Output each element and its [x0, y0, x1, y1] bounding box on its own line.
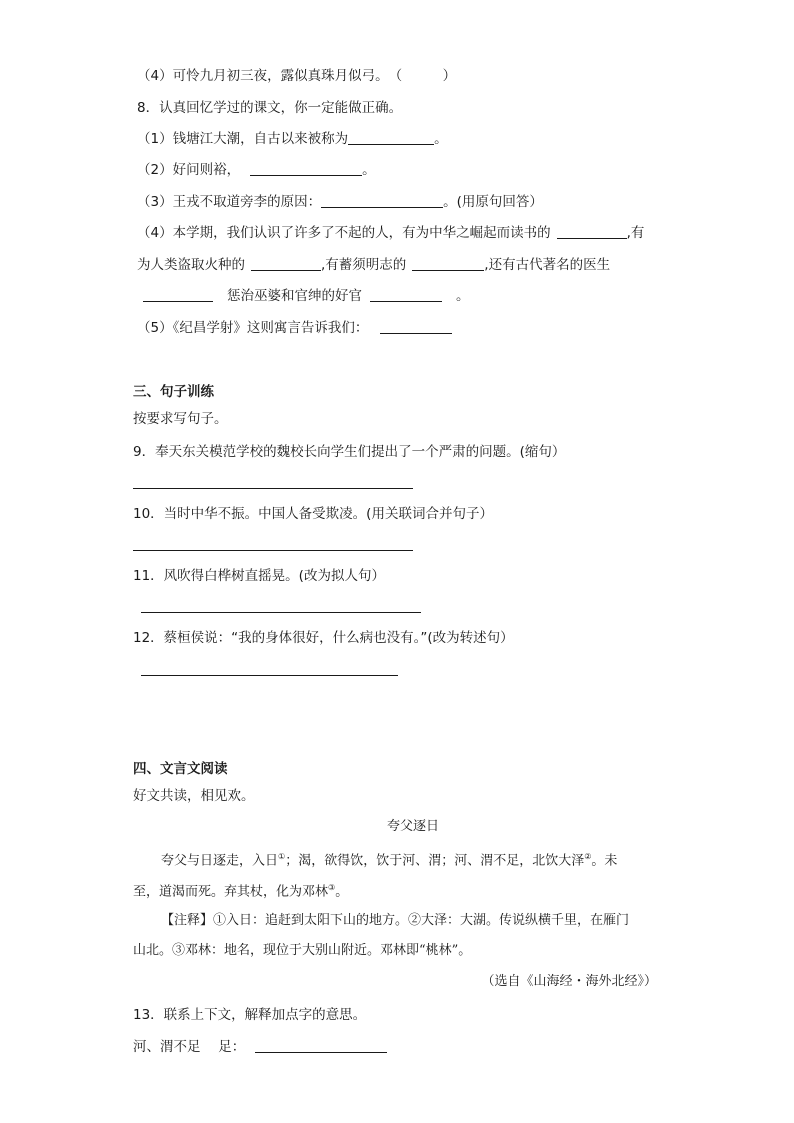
q8-item-2 [137, 161, 376, 179]
q12-prompt: 12．蔡桓侯说：“我的身体很好，什么病也没有。”(改为转述句） [133, 630, 514, 646]
answer-blank[interactable] [348, 130, 434, 145]
q8-item-4-text-d: ,有蓄须明志的 [321, 257, 407, 273]
answer-blank[interactable] [557, 224, 627, 239]
q13-prompt: 13．联系上下文，解释加点字的意思。 [133, 1007, 367, 1023]
q8-item-4-text-g: 。 [456, 288, 470, 304]
q8-item-4-text-a: （4）本学期，我们认识了许多了不起的人，有为中华之崛起而读书的 [137, 225, 551, 241]
q8-item-1 [137, 130, 448, 148]
q8-item-1-text: （1）钱塘江大潮，自古以来被称为 [137, 131, 349, 147]
q9-answer-line[interactable] [133, 488, 413, 489]
q8-title: 8．认真回忆学过的课文，你一定能做正确。 [137, 100, 403, 116]
q8-item-1-end: 。 [434, 131, 448, 147]
section-3-heading: 三、句子训练 [133, 384, 214, 400]
note-marker-3: ③ [328, 883, 336, 892]
section-4-heading: 四、文言文阅读 [133, 761, 228, 777]
answer-blank[interactable] [380, 319, 452, 334]
passage-text-1c: 。未 [591, 853, 618, 869]
answer-blank[interactable] [250, 161, 362, 176]
q8-item-4-line1 [137, 224, 644, 242]
q10-answer-line[interactable] [133, 550, 413, 551]
answer-blank[interactable] [321, 193, 443, 208]
q8-item-4-text-b: ,有 [626, 225, 645, 241]
passage-title: 夸父逐日 [386, 819, 439, 834]
note-line-1: 【注释】①入日：追赶到太阳下山的地方。②大泽：大湖。传说纵横千里，在雁门 [161, 913, 630, 928]
q8-item-3 [137, 193, 543, 211]
passage-text-1a: 夸父与日逐走，入日 [161, 853, 279, 869]
q8-item-4-text-c: 为人类盗取火种的 [137, 257, 245, 273]
note-line-2: 山北。③邓林：地名，现位于大别山附近。邓林即“桃林”。 [133, 943, 472, 958]
q11-prompt: 11．风吹得白桦树直摇晃。(改为拟人句） [133, 568, 385, 584]
passage-text-2a: 至，道渴而死。弃其杖，化为邓林 [133, 884, 329, 900]
q8-item-4-line3 [143, 287, 470, 305]
q8-item-2-text: （2）好问则裕， [137, 162, 241, 178]
passage-text-1b: ；渴，欲得饮，饮于河、渭；河、渭不足，北饮大泽 [285, 853, 585, 869]
section-4-intro: 好文共读，相见欢。 [133, 788, 255, 804]
q12-answer-line[interactable] [141, 675, 398, 676]
answer-blank[interactable] [370, 287, 442, 302]
q11-answer-line[interactable] [141, 612, 421, 613]
answer-blank[interactable] [412, 256, 484, 271]
q8-item-4-line2 [137, 256, 610, 274]
passage-line-2 [133, 879, 348, 901]
passage-line-1 [161, 848, 617, 870]
answer-blank[interactable] [143, 287, 213, 302]
section-3-intro: 按要求写句子。 [133, 411, 228, 427]
q8-item-2-end: 。 [362, 162, 376, 178]
passage-source: （选自《山海经・海外北经》） [481, 974, 657, 989]
q8-item-3-end: 。(用原句回答） [443, 194, 543, 210]
note-marker-1: ① [278, 852, 286, 861]
answer-blank[interactable] [255, 1038, 387, 1053]
q8-item-4-text-f: 惩治巫婆和官绅的好官 [227, 288, 362, 304]
q13-item-text: 河、渭不足 足： [133, 1039, 246, 1055]
q10-prompt: 10．当时中华不振。中国人备受欺凌。(用关联词合并句子） [133, 506, 493, 522]
q9-prompt: 9．奉天东关模范学校的魏校长向学生们提出了一个严肃的问题。(缩句） [133, 444, 566, 460]
answer-blank[interactable] [251, 256, 321, 271]
passage-text-2b: 。 [335, 884, 349, 900]
q7-item-4: （4）可怜九月初三夜，露似真珠月似弓。 （ ） [137, 68, 457, 84]
q13-item [133, 1038, 387, 1056]
q8-item-4-text-e: ,还有古代著名的医生 [484, 257, 611, 273]
q8-item-3-text: （3）王戎不取道旁李的原因： [137, 194, 322, 210]
note-marker-2: ② [584, 852, 592, 861]
q8-item-5 [137, 319, 452, 337]
q8-item-5-text: （5）《纪昌学射》这则寓言告诉我们： [137, 320, 369, 336]
